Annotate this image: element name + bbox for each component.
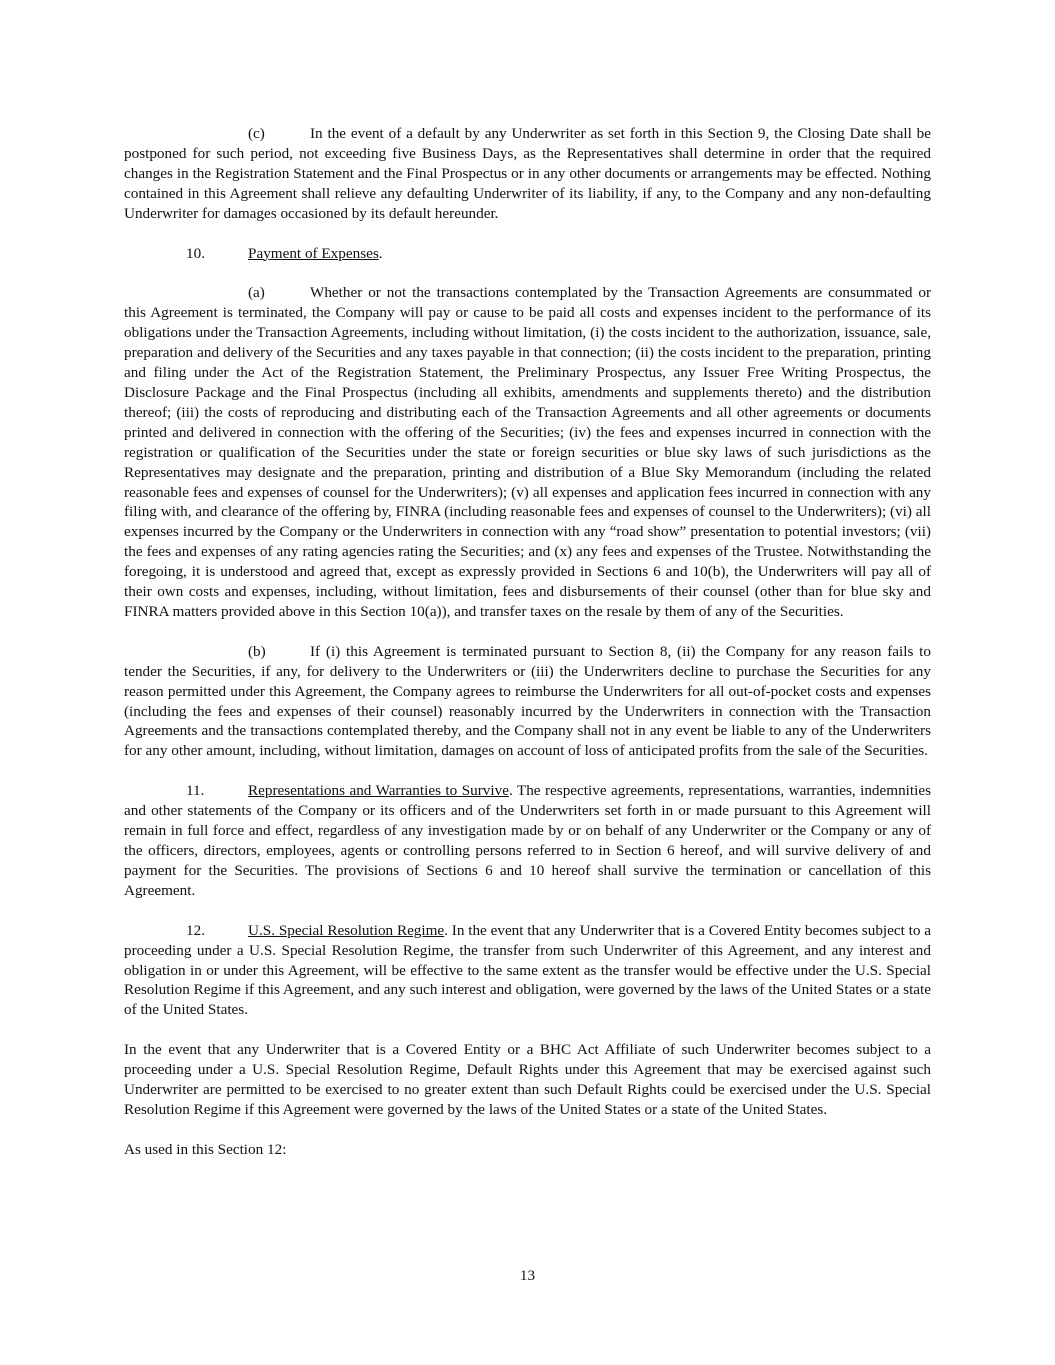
section-10-heading — [124, 244, 931, 264]
section-11 — [124, 781, 931, 900]
section-number: 11. — [186, 782, 205, 800]
section-title: Payment of Expenses — [248, 244, 379, 262]
section-12 — [124, 921, 931, 1021]
section-title: Representations and Warranties to Survive — [248, 782, 509, 800]
section-text: . In the event that any Underwriter that is a Covered Entity becomes subject to a proceeding under a U.S. Special Resolution Regime, the transfer from such Underwriter of this Agreement, and any interest and obligation in or under this Agreement, will be effective to the same extent as the transfer would be effective under the U.S. Special Resolution Regime if this Agreement, and any such interest and obligation, were governed by the laws of the United States or a state of the United States. — [124, 921, 931, 1019]
section-text: . The respective agreements, representations, warranties, indemnities and other statements of the Company or its officers and of the Underwriters set forth in or made pursuant to this Agreement will remain in full force and effect, regardless of any investigation made by or on behalf of any Underwriter or the Company or any of the officers, directors, employees, agents or controlling persons referred to in Section 6 hereof, and will survive delivery of and payment for the Securities. The provisions of Sections 6 and 10 hereof shall survive the termination or cancellation of this Agreement. — [124, 782, 931, 899]
document-page — [124, 124, 931, 1180]
section-title: U.S. Special Resolution Regime — [248, 921, 445, 939]
section-number: 12. — [186, 921, 205, 939]
paragraph-text: If (i) this Agreement is terminated pursuant to Section 8, (ii) the Company for any reason fails to tender the Securities, if any, for delivery to the Underwriters or (iii) the Underwriters decline to purchase the Securities for any reason permitted under this Agreement, the Company agrees to reimburse the Underwriters for all out-of-pocket costs and expenses (including the fees and expenses of their counsel) reasonably incurred by the Underwriters in connection with the Transaction Agreements and the transactions contemplated thereby, and the Company shall not in any event be liable to any of the Underwriters for any other amount, including, without limitation, damages on account of loss of anticipated profits from the sale of the Securities. — [124, 642, 931, 760]
section-title-suffix: . — [378, 244, 383, 262]
paragraph-label: (a) — [248, 284, 265, 302]
paragraph-12-default-rights: In the event that any Underwriter that is a Covered Entity or a BHC Act Affiliate of such Underwriter becomes subject to a proceeding under a U.S. Special Resolution Regime, Default Rights under this Agreement that may be exercised against such Underwriter are permitted to be exercised to no greater extent than such Default Rights could be exercised under the U.S. Special Resolution Regime if this Agreement were governed by the laws of the United States or a state of the United States. — [124, 1041, 931, 1118]
paragraph-12-definitions-intro: As used in this Section 12: — [124, 1140, 287, 1158]
paragraph-label: (c) — [248, 125, 265, 142]
paragraph-text: In the event of a default by any Underwriter as set forth in this Section 9, the Closing Date shall be postponed for such period, not exceeding five Business Days, as the Representatives shall determine in order that the required changes in the Registration Statement and the Final Prospectus or in any other documents or arrangements may be effected. Nothing contained in this Agreement shall relieve any defaulting Underwriter of its liability, if any, to the Company and any non-defaulting Underwriter for damages occasioned by its default hereunder. — [124, 125, 931, 222]
paragraph-9c — [124, 124, 931, 224]
paragraph-10a — [124, 283, 931, 621]
page-number: 13 — [519, 1267, 536, 1284]
paragraph-label: (b) — [248, 642, 266, 660]
paragraph-text: Whether or not the transactions contemplated by the Transaction Agreements are consummated or this Agreement is terminated, the Company will pay or cause to be paid all costs and expenses incident to the performance of its obligations under the Transaction Agreements, including without limitation, (i) the costs incident to the authorization, issuance, sale, preparation and delivery of the Securities and any taxes payable in that connection; (ii) the costs incident to the preparation, printing and filing under the Act of the Registration Statement, the Preliminary Prospectus, any Issuer Free Writing Prospectus, the Disclosure Package and the Final Prospectus (including all exhibits, amendments and supplements thereto) and the distribution thereof; (iii) the costs of reproducing and distributing each of the Transaction Agreements and all other agreements or documents printed and delivered in connection with the offering of the Securities; (iv) the fees and expenses incurred in connection with the registration or qualification of the Securities under the state or foreign securities or blue sky laws of such jurisdictions as the Representatives may designate and the preparation, printing and distribution of a Blue Sky Memorandum (including the related reasonable fees and expenses of counsel for the Underwriters); (v) all expenses and application fees incurred in connection with any filing with, and clearance of the offering by, FINRA (including reasonable fees and expenses of counsel to the Underwriters); (vi) all expenses incurred by the Company or the Underwriters in connection with any “road show” presentation to potential investors; (vii) the fees and expenses of any rating agencies rating the Securities; and (x) any fees and expenses of the Trustee. Notwithstanding the foregoing, it is understood and agreed that, except as expressly provided in Sections 6 and 10(b), the Underwriters will pay all of their own costs and expenses, including, without limitation, fees and disbursements of their counsel (other than for blue sky and FINRA matters provided above in this Section 10(a)), and transfer taxes on the resale by them of any of the Securities. — [124, 284, 931, 620]
paragraph-10b — [124, 642, 931, 761]
section-number: 10. — [186, 244, 205, 262]
